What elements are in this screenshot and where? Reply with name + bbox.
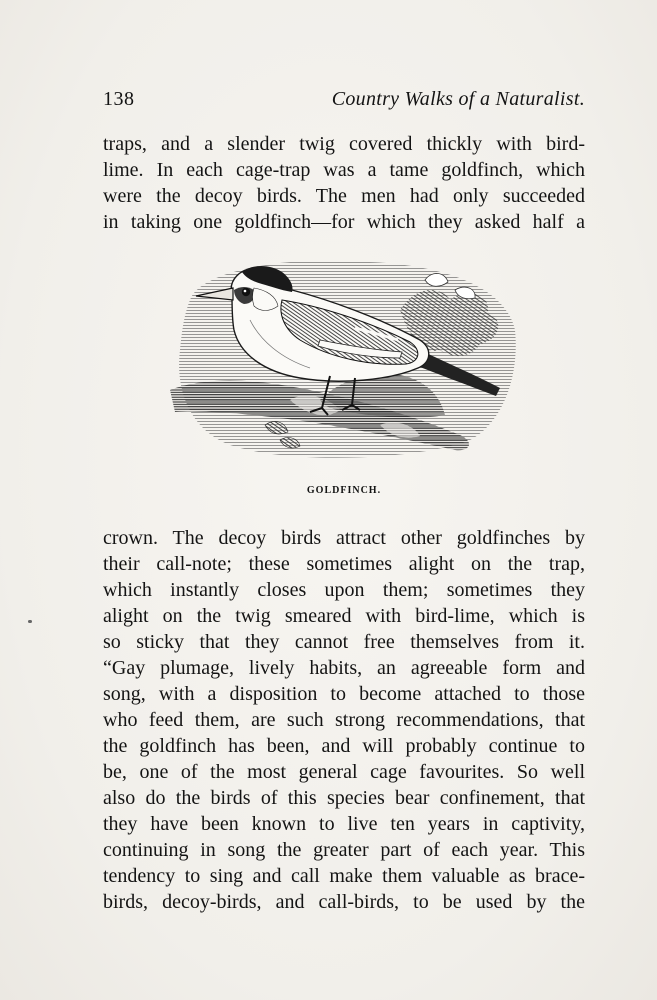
text-line: were the decoy birds. The men had only succeeded <box>103 185 585 207</box>
page-number: 138 <box>103 88 135 110</box>
text-line: their call-note; these sometimes alight on the trap, <box>103 553 585 575</box>
page-header <box>103 88 585 118</box>
text-line: “Gay plumage, lively habits, an agreeable form and <box>103 657 585 679</box>
text-line: which instantly closes upon them; sometimes they <box>103 579 585 601</box>
text-line: so sticky that they cannot free themselves from it. <box>103 631 585 653</box>
text-line: they have been known to live ten years in captivity, <box>103 813 585 835</box>
text-line: also do the birds of this species bear confinement, that <box>103 787 585 809</box>
figure-caption: GOLDFINCH. <box>306 485 382 496</box>
text-line: be, one of the most general cage favourites. So well <box>103 761 585 783</box>
text-line: birds, decoy-birds, and call-birds, to be used by the <box>103 891 585 913</box>
text-line: in taking one goldfinch—for which they asked half a <box>103 211 585 233</box>
text-line: alight on the twig smeared with bird-lime, which is <box>103 605 585 627</box>
text-line: song, with a disposition to become attached to those <box>103 683 585 705</box>
text-line: who feed them, are such strong recommendations, that <box>103 709 585 731</box>
goldfinch-illustration <box>170 240 520 480</box>
text-line: continuing in song the greater part of each year. This <box>103 839 585 861</box>
text-line: lime. In each cage-trap was a tame goldfinch, which <box>103 159 585 181</box>
page-speck <box>28 620 32 623</box>
text-line: the goldfinch has been, and will probably continue to <box>103 735 585 757</box>
running-head: Country Walks of a Naturalist. <box>331 88 585 110</box>
text-line: traps, and a slender twig covered thickly with bird- <box>103 133 585 155</box>
text-line: crown. The decoy birds attract other goldfinches by <box>103 527 585 549</box>
text-line: tendency to sing and call make them valuable as brace- <box>103 865 585 887</box>
